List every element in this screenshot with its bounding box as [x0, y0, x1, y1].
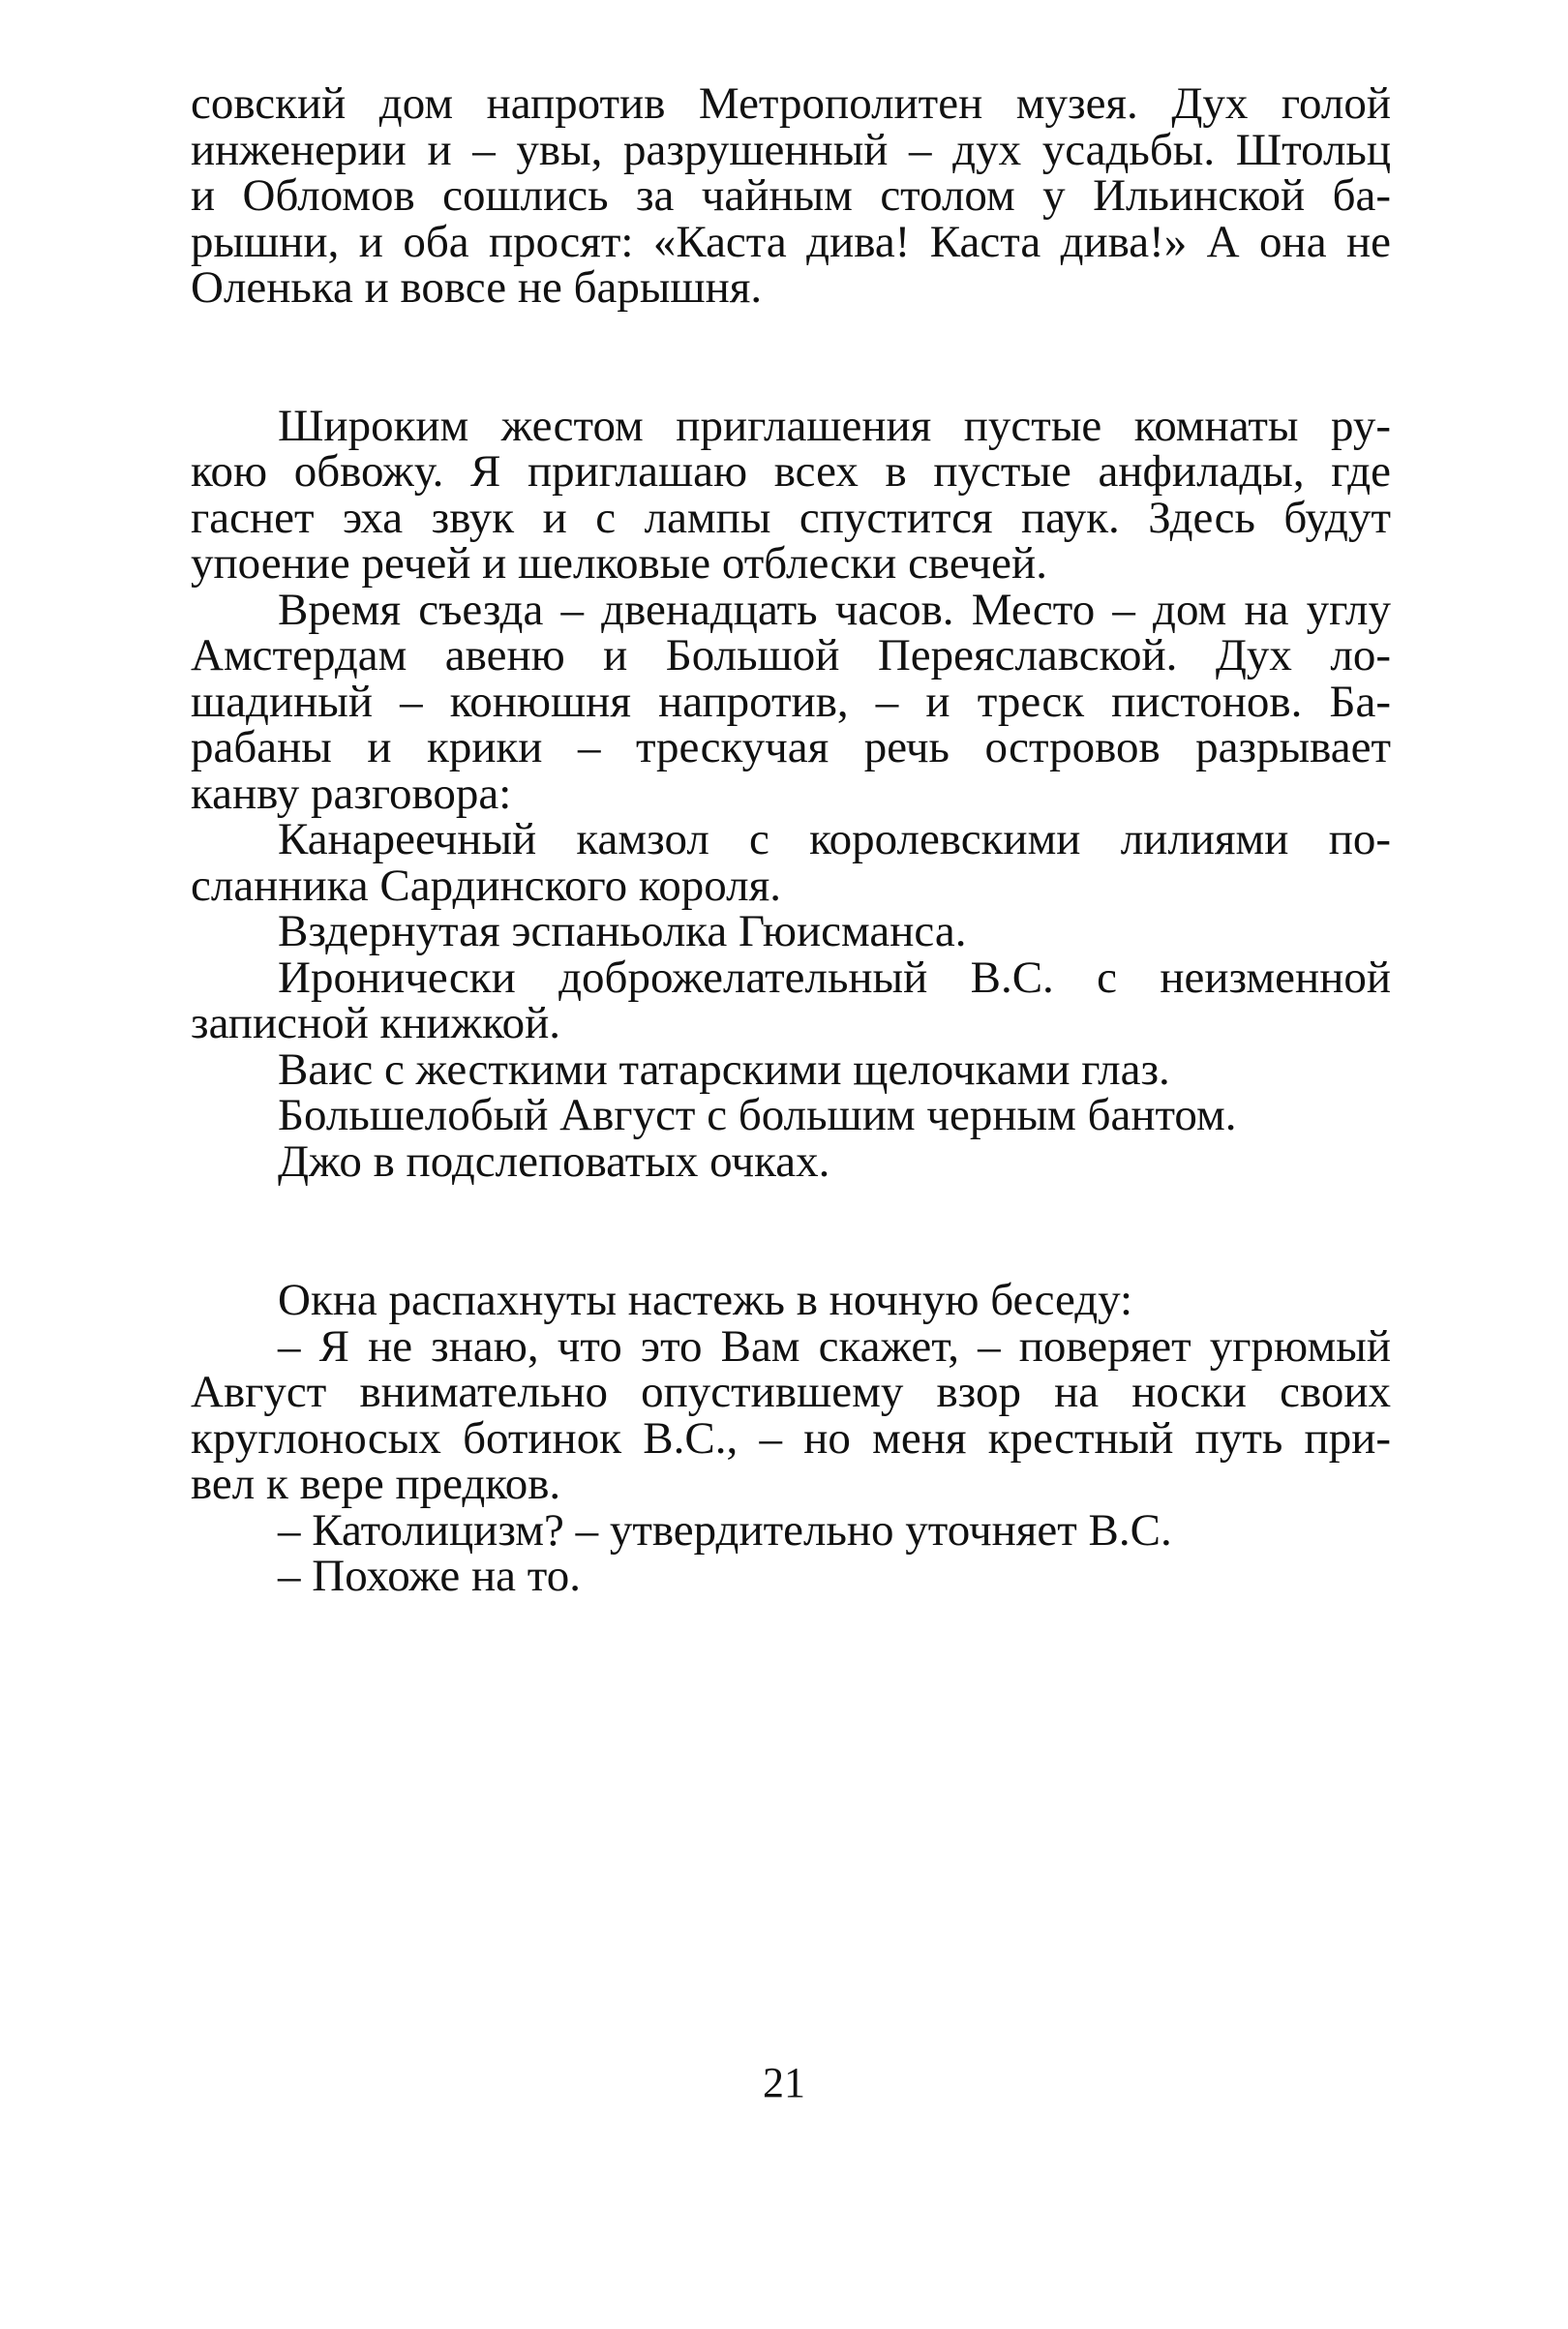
section-gap: [191, 1185, 1391, 1278]
paragraph: [191, 584, 1391, 819]
text-line: сланника Сардинского короля.: [191, 860, 781, 911]
text-line: Амстердам авеню и Большой Переяславской. Дух ло-: [191, 630, 1391, 681]
text-line: шадиный – конюшня напротив, – и треск пистонов. Ба-: [191, 676, 1391, 727]
text-line: Ваис с жесткими татарскими щелочками глаз.: [278, 1044, 1170, 1095]
paragraph: [191, 814, 1391, 911]
section-gap: [191, 312, 1391, 404]
text-line: Окна распахнуты настежь в ночную беседу:: [278, 1275, 1133, 1325]
paragraph: [191, 1320, 1391, 1509]
paragraph: [191, 1135, 1391, 1187]
text-line: рышни, и оба просят: «Каста дива! Каста дива!» А она не: [191, 216, 1391, 267]
text-line: совский дом напротив Метрополитен музея. Дух голой: [191, 78, 1391, 129]
text-line: – Католицизм? – утвердительно уточняет В.С.: [278, 1504, 1172, 1556]
paragraph: [191, 1090, 1391, 1140]
paragraph: [191, 952, 1391, 1048]
text-line: упоение речей и шелковые отблески свечей.: [191, 538, 1047, 589]
text-line: кою обвожу. Я приглашаю всех в пустые анфилады, где: [191, 446, 1391, 497]
text-line: записной книжкой.: [191, 998, 560, 1048]
paragraph: [191, 78, 1391, 313]
text-line: Вздернутая эспаньолка Гюисманса.: [278, 906, 967, 956]
page-number: 21: [763, 2059, 805, 2106]
text-line: и Обломов сошлись за чайным столом у Ильинской ба-: [191, 170, 1391, 221]
text-line: инженерии и – увы, разрушенный – дух усадьбы. Штольц: [191, 124, 1391, 175]
text-line: Большелобый Август с большим черным бантом.: [278, 1090, 1237, 1140]
text-line: Канареечный камзол с королевскими лилиями по-: [278, 814, 1391, 864]
paragraph: [191, 1275, 1391, 1325]
text-line: канву разговора:: [191, 768, 512, 819]
text-line: Время съезда – двенадцать часов. Место – дом на углу: [278, 584, 1391, 635]
text-line: – Похоже на то.: [278, 1551, 581, 1601]
text-line: – Я не знаю, что это Вам скажет, – поверяет угрюмый: [278, 1320, 1391, 1372]
text-line: круглоносых ботинок В.С., – но меня крестный путь при-: [191, 1412, 1391, 1464]
paragraph: [191, 1504, 1391, 1556]
text-line: вел к вере предков.: [191, 1459, 561, 1509]
paragraph: [191, 1044, 1391, 1095]
text-line: гаснет эха звук и с лампы спустится паук. Здесь будут: [191, 492, 1391, 543]
text-line: рабаны и крики – трескучая речь островов разрывает: [191, 722, 1391, 772]
paragraph: [191, 906, 1391, 956]
text-line: Август внимательно опустившему взор на носки своих: [191, 1367, 1391, 1417]
text-line: Оленька и вовсе не барышня.: [191, 262, 763, 313]
paragraph: [191, 1551, 1391, 1601]
text-line: Джо в подслеповатых очках.: [278, 1135, 830, 1187]
paragraph: [191, 400, 1391, 589]
page-text: [191, 78, 1391, 1601]
text-line: Иронически доброжелательный В.С. с неизменной: [278, 952, 1391, 1003]
text-line: Широким жестом приглашения пустые комнаты ру-: [278, 400, 1391, 451]
